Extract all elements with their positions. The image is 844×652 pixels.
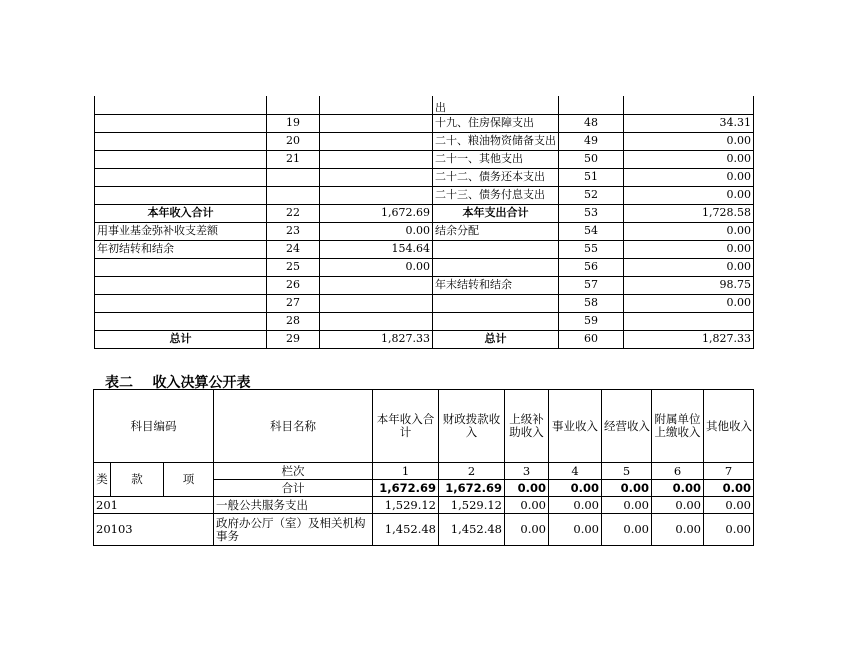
- income-amount: [320, 169, 433, 187]
- table-title: 表二 收入决算公开表: [105, 375, 251, 391]
- header-affiliated: 附属单位上缴收入: [652, 390, 704, 463]
- header-total-income: 本年收入合计: [373, 390, 439, 463]
- table-row: [95, 96, 754, 115]
- header-kuan: 款: [111, 463, 164, 497]
- income-final-accounts-table: [93, 389, 754, 546]
- total-value: 0.00: [652, 480, 704, 497]
- row-value: 1,529.12: [373, 497, 439, 514]
- income-item: [95, 259, 267, 277]
- table-row: [94, 497, 754, 514]
- income-item: 本年收入合计: [95, 205, 267, 223]
- col-number: 3: [505, 463, 549, 480]
- expense-amount: 0.00: [624, 169, 754, 187]
- table-row: [95, 277, 754, 295]
- total-label: 合计: [214, 480, 373, 497]
- header-code: 科目编码: [94, 390, 214, 463]
- expense-amount: 0.00: [624, 187, 754, 205]
- row-value: 0.00: [704, 497, 754, 514]
- table-row: [95, 259, 754, 277]
- income-amount: 1,672.69: [320, 205, 433, 223]
- income-line-no: 20: [267, 133, 320, 151]
- expense-item: [433, 241, 559, 259]
- income-amount: 0.00: [320, 223, 433, 241]
- expense-item: 本年支出合计: [433, 205, 559, 223]
- col-number: 1: [373, 463, 439, 480]
- income-line-no: [267, 96, 320, 115]
- header-fiscal: 财政拨款收入: [439, 390, 505, 463]
- expense-line-no: [559, 96, 624, 115]
- header-xiang: 项: [164, 463, 214, 497]
- income-amount: 0.00: [320, 259, 433, 277]
- expense-amount: 0.00: [624, 295, 754, 313]
- row-code: 20103: [94, 514, 214, 546]
- income-item: [95, 277, 267, 295]
- expense-line-no: 49: [559, 133, 624, 151]
- table-row: [95, 295, 754, 313]
- expense-line-no: 50: [559, 151, 624, 169]
- expense-item: [433, 295, 559, 313]
- row-value: 0.00: [704, 514, 754, 546]
- total-value: 1,672.69: [439, 480, 505, 497]
- total-value: 1,672.69: [373, 480, 439, 497]
- income-line-no: [267, 187, 320, 205]
- table-row: [95, 133, 754, 151]
- income-item: [95, 133, 267, 151]
- expense-line-no: 59: [559, 313, 624, 331]
- expense-item: 结余分配: [433, 223, 559, 241]
- income-amount: [320, 313, 433, 331]
- total-value: 0.00: [704, 480, 754, 497]
- income-line-no: 21: [267, 151, 320, 169]
- row-value: 0.00: [652, 497, 704, 514]
- expense-amount: 0.00: [624, 223, 754, 241]
- income-amount: [320, 133, 433, 151]
- income-amount: [320, 151, 433, 169]
- expense-amount: 1,728.58: [624, 205, 754, 223]
- income-item: 总计: [95, 331, 267, 349]
- total-value: 0.00: [549, 480, 602, 497]
- table-row: [95, 115, 754, 133]
- table-row: [94, 514, 754, 546]
- income-line-no: 27: [267, 295, 320, 313]
- expense-line-no: 56: [559, 259, 624, 277]
- row-name: 政府办公厅（室）及相关机构事务: [214, 514, 373, 546]
- row-value: 1,452.48: [439, 514, 505, 546]
- expense-item: 二十一、其他支出: [433, 151, 559, 169]
- row-value: 1,452.48: [373, 514, 439, 546]
- col-number: 4: [549, 463, 602, 480]
- expense-amount: 0.00: [624, 259, 754, 277]
- col-number: 2: [439, 463, 505, 480]
- expense-item: 年末结转和结余: [433, 277, 559, 295]
- income-item: [95, 313, 267, 331]
- table-row: [95, 169, 754, 187]
- income-item: [95, 295, 267, 313]
- expense-amount: 0.00: [624, 241, 754, 259]
- table-row: [95, 313, 754, 331]
- income-amount: 1,827.33: [320, 331, 433, 349]
- expense-item: [433, 313, 559, 331]
- income-line-no: 25: [267, 259, 320, 277]
- income-line-no: 19: [267, 115, 320, 133]
- income-item: 年初结转和结余: [95, 241, 267, 259]
- row-value: 0.00: [505, 514, 549, 546]
- income-amount: [320, 187, 433, 205]
- total-value: 0.00: [505, 480, 549, 497]
- row-value: 0.00: [602, 514, 652, 546]
- table-row: [95, 331, 754, 349]
- income-line-no: 28: [267, 313, 320, 331]
- row-value: 0.00: [549, 497, 602, 514]
- row-value: 0.00: [505, 497, 549, 514]
- col-number: 7: [704, 463, 754, 480]
- income-item: [95, 169, 267, 187]
- table-row: [95, 151, 754, 169]
- income-line-no: 24: [267, 241, 320, 259]
- income-line-no: [267, 169, 320, 187]
- expense-item: 二十、粮油物资储备支出: [433, 133, 559, 151]
- expense-line-no: 52: [559, 187, 624, 205]
- income-amount: 154.64: [320, 241, 433, 259]
- expense-amount: 0.00: [624, 133, 754, 151]
- income-line-no: 26: [267, 277, 320, 295]
- expense-line-no: 60: [559, 331, 624, 349]
- expense-amount: [624, 96, 754, 115]
- income-amount: [320, 96, 433, 115]
- table-row: [95, 223, 754, 241]
- row-code: 201: [94, 497, 214, 514]
- expense-line-no: 48: [559, 115, 624, 133]
- row-value: 0.00: [652, 514, 704, 546]
- header-operating: 经营收入: [602, 390, 652, 463]
- row-value: 0.00: [549, 514, 602, 546]
- expense-line-no: 58: [559, 295, 624, 313]
- table-row: [95, 187, 754, 205]
- expense-item: 总计: [433, 331, 559, 349]
- expense-amount: 1,827.33: [624, 331, 754, 349]
- expense-item: 二十三、债务付息支出: [433, 187, 559, 205]
- income-line-no: 23: [267, 223, 320, 241]
- expense-amount: 0.00: [624, 151, 754, 169]
- income-amount: [320, 115, 433, 133]
- row-name: 一般公共服务支出: [214, 497, 373, 514]
- expense-amount: 34.31: [624, 115, 754, 133]
- income-line-no: 22: [267, 205, 320, 223]
- income-item: 用事业基金弥补收支差额: [95, 223, 267, 241]
- table-row: [95, 241, 754, 259]
- expense-line-no: 51: [559, 169, 624, 187]
- table-row: [95, 205, 754, 223]
- expense-amount: [624, 313, 754, 331]
- header-superior: 上级补助收入: [505, 390, 549, 463]
- header-business: 事业收入: [549, 390, 602, 463]
- income-line-no: 29: [267, 331, 320, 349]
- expense-amount: 98.75: [624, 277, 754, 295]
- expense-line-no: 55: [559, 241, 624, 259]
- expense-item: 十九、住房保障支出: [433, 115, 559, 133]
- income-expense-summary-table: [94, 96, 754, 349]
- income-amount: [320, 295, 433, 313]
- expense-line-no: 54: [559, 223, 624, 241]
- income-item: [95, 151, 267, 169]
- income-amount: [320, 277, 433, 295]
- income-item: [95, 96, 267, 115]
- row-value: 1,529.12: [439, 497, 505, 514]
- income-item: [95, 187, 267, 205]
- income-item: [95, 115, 267, 133]
- expense-line-no: 57: [559, 277, 624, 295]
- expense-item: 出: [433, 96, 559, 115]
- expense-item: [433, 259, 559, 277]
- expense-item: 二十二、债务还本支出: [433, 169, 559, 187]
- header-name: 科目名称: [214, 390, 373, 463]
- header-other: 其他收入: [704, 390, 754, 463]
- header-lei: 类: [94, 463, 111, 497]
- header-column-no: 栏次: [214, 463, 373, 480]
- expense-line-no: 53: [559, 205, 624, 223]
- total-value: 0.00: [602, 480, 652, 497]
- row-value: 0.00: [602, 497, 652, 514]
- col-number: 6: [652, 463, 704, 480]
- col-number: 5: [602, 463, 652, 480]
